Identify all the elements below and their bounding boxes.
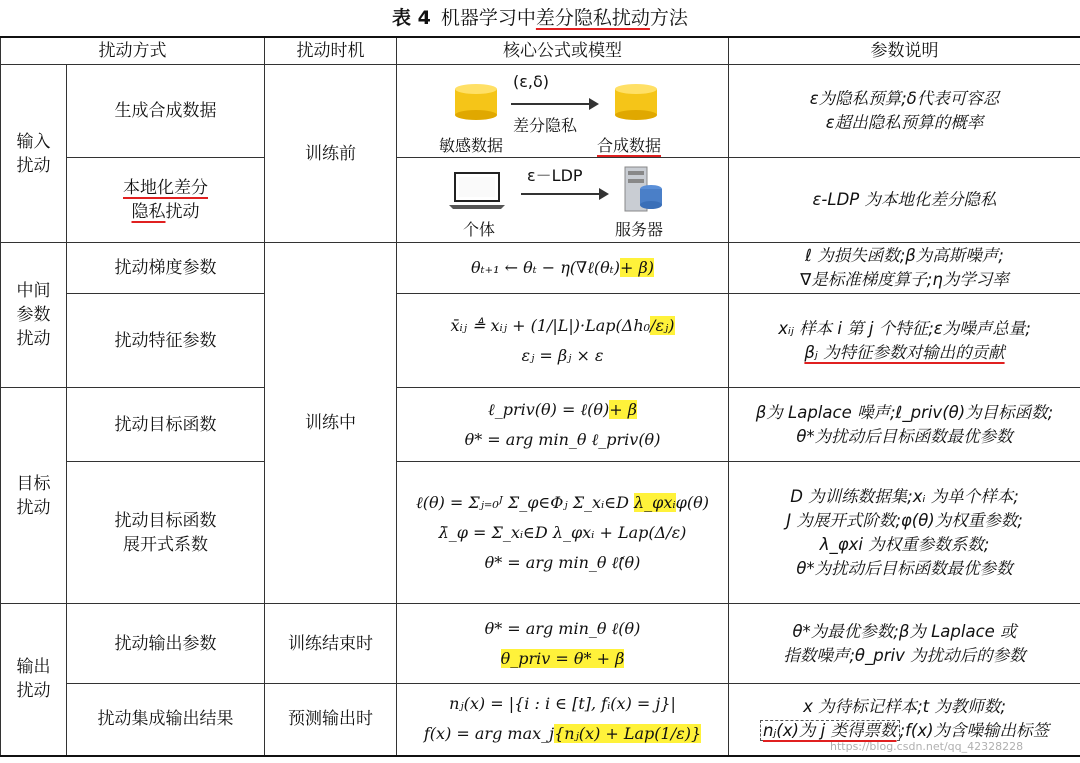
dp-mechanism-label: 差分隐私 (513, 116, 578, 135)
laptop-icon (447, 171, 507, 211)
group-output: 输出扰动 (1, 604, 67, 756)
formula-gradient: θₜ₊₁ ← θₜ − η(∇ℓ(θₜ)+ β) (397, 243, 729, 294)
header-formula: 核心公式或模型 (397, 37, 729, 65)
title-prefix: 机器学习中 (440, 7, 536, 29)
individual-label: 个体 (463, 220, 496, 239)
timing-predict: 预测输出时 (265, 684, 397, 756)
synthetic-data-label: 合成数据 (597, 136, 662, 155)
header-params: 参数说明 (729, 37, 1080, 65)
server-icon (621, 165, 663, 213)
group-objective: 目标扰动 (1, 388, 67, 604)
perturbation-table (0, 36, 1080, 757)
database-icon (453, 83, 499, 121)
ldp-mech-label: ε－LDP (527, 166, 583, 185)
timing-during-training: 训练中 (265, 243, 397, 604)
timing-before-training: 训练前 (265, 65, 397, 243)
method-gradient: 扰动梯度参数 (67, 243, 265, 294)
param-feature: xᵢⱼ 样本 i 第 j 个特征;ε为噪声总量; βⱼ 为特征参数对输出的贡献 (729, 294, 1080, 388)
method-feature: 扰动特征参数 (67, 294, 265, 388)
formula-objective-expansion: ℓ(θ) = Σⱼ₌₀ᴶ Σ_φ∈Φⱼ Σ_xᵢ∈D λ_φxᵢφ(θ) λ̄_φ = Σ_xᵢ∈D λ_φxᵢ + Lap(Δ/ε) θ* = arg min_θ ℓ̂(θ) (397, 462, 729, 604)
title-suffix: 方法 (649, 7, 688, 29)
header-method: 扰动方式 (1, 37, 265, 65)
formula-ensemble-output: nⱼ(x) = |{i : i ∈ [t], fᵢ(x) = j}| f(x) = arg max_j{nⱼ(x) + Lap(1/ε)} (397, 684, 729, 756)
method-objective-expansion: 扰动目标函数 展开式系数 (67, 462, 265, 604)
timing-end-training: 训练结束时 (265, 604, 397, 684)
formula-objective: ℓ_priv(θ) = ℓ(θ)+ β θ* = arg min_θ ℓ_priv(θ) (397, 388, 729, 462)
method-objective: 扰动目标函数 (67, 388, 265, 462)
param-ensemble-output: x 为待标记样本;t 为教师数; nⱼ(x)为 j 类得票数 ;f(x)为含噪输出标签 (729, 684, 1080, 756)
formula-feature: x̄ᵢⱼ ≜ xᵢⱼ + (1/|L|)·Lap(Δh₀/εⱼ) εⱼ = βⱼ × ε (397, 294, 729, 388)
arrow-line (521, 193, 601, 195)
header-timing: 扰动时机 (265, 37, 397, 65)
table-title (0, 2, 1080, 34)
method-ensemble-output: 扰动集成输出结果 (67, 684, 265, 756)
method-ldp: 本地化差分 隐私扰动 (67, 158, 265, 243)
server-label: 服务器 (615, 220, 664, 239)
arrow-head-icon (589, 98, 599, 110)
table-number: 表 4 (392, 7, 431, 29)
method-output-param: 扰动输出参数 (67, 604, 265, 684)
formula-ldp-diagram (397, 158, 729, 243)
database-icon (613, 83, 659, 121)
param-output-param: θ*为最优参数;β为 Laplace 或 指数噪声;θ_priv 为扰动后的参数 (729, 604, 1080, 684)
arrow-line (511, 103, 591, 105)
group-middle: 中间参数扰动 (1, 243, 67, 388)
group-input: 输入扰动 (1, 65, 67, 243)
title-underlined: 差分隐私扰动 (535, 7, 650, 29)
arrow-head-icon (599, 188, 609, 200)
param-synthetic: ε为隐私预算;δ代表可容忍 ε超出隐私预算的概率 (729, 65, 1080, 158)
formula-output-param: θ* = arg min_θ ℓ(θ) θ_priv = θ* + β (397, 604, 729, 684)
watermark: https://blog.csdn.net/qq_42328228 (830, 740, 1024, 753)
param-ldp: ε-LDP 为本地化差分隐私 (729, 158, 1080, 243)
param-objective: β为 Laplace 噪声;ℓ_priv(θ)为目标函数; θ*为扰动后目标函数最优参数 (729, 388, 1080, 462)
formula-synthetic-diagram (397, 65, 729, 158)
method-synthetic-data: 生成合成数据 (67, 65, 265, 158)
param-gradient: ℓ 为损失函数;β为高斯噪声; ∇是标准梯度算子;η为学习率 (729, 243, 1080, 294)
param-objective-expansion: D 为训练数据集;xᵢ 为单个样本; J 为展开式阶数;φ(θ)为权重参数; λ_φxi 为权重参数系数; θ*为扰动后目标函数最优参数 (729, 462, 1080, 604)
eps-delta-label: (ε,δ) (513, 72, 550, 91)
sensitive-data-label: 敏感数据 (439, 136, 504, 155)
